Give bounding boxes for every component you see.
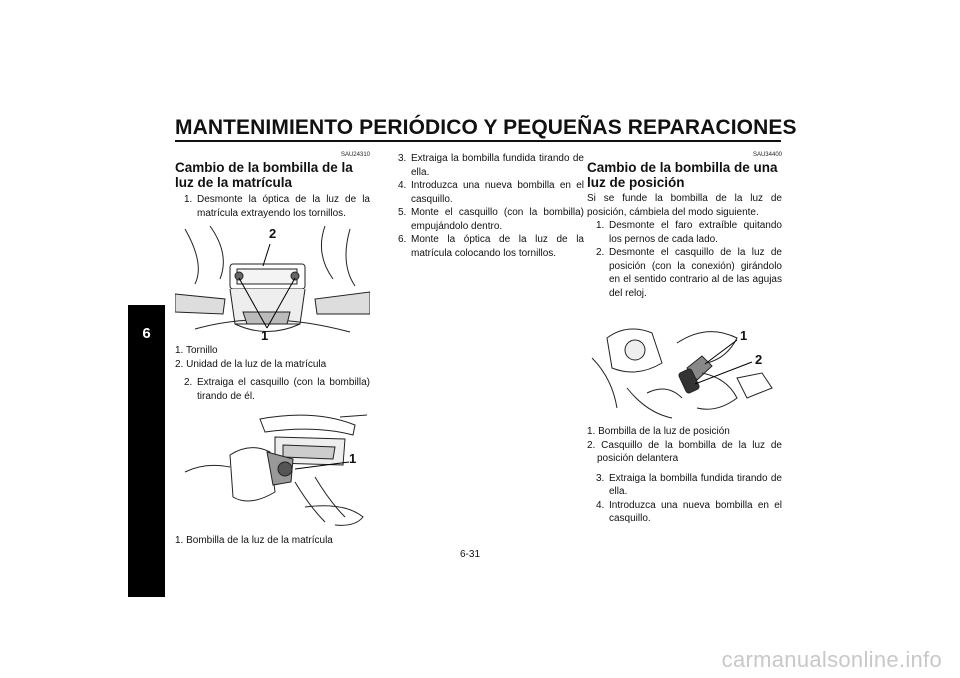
page-title: MANTENIMIENTO PERIÓDICO Y PEQUEÑAS REPARACIONES [175,116,797,139]
section-code: SAU24310 [340,152,370,158]
step-list [587,472,782,526]
caption-item: 2. Casquillo de la bombilla de la luz de posición delantera [587,439,782,464]
section-intro: Si se funde la bombilla de la luz de posición, cámbiela del modo siguiente. [587,193,782,218]
step-item: 1. Desmonte el faro extraíble quitando los pernos de cada lado. [596,220,782,245]
caption-item: 1. Bombilla de la luz de la matrícula [175,535,333,546]
figure-callout-1: 1 [349,451,357,466]
caption-item: 1. Tornillo [175,345,218,356]
figure-callout-1: 1 [261,328,269,343]
figure-position-light [587,318,782,423]
caption-item: 2. Unidad de la luz de la matrícula [175,358,327,370]
figure-caption [587,425,782,466]
step-item: 2. Extraiga el casquillo (con la bombilla) tirando de él. [184,377,370,402]
figure-license-light-unit-drawing [175,224,370,342]
figure-caption [175,534,370,548]
step-item: 3. Extraiga la bombilla fundida tirando de ella. [398,153,584,178]
header-rule [175,140,781,142]
step-item: 3. Extraiga la bombilla fundida tirando de ella. [596,472,782,497]
step-list [175,376,370,403]
step-list [587,219,782,300]
step-item: 5. Monte el casquillo (con la bombilla) empujándolo dentro. [398,207,584,232]
figure-license-bulb [175,407,370,532]
figure-callout-2: 2 [269,226,277,241]
figure-callout-1: 1 [740,328,748,343]
step-item: 1. Desmonte la óptica de la luz de la matrícula extrayendo los tornillos. [184,194,370,219]
figure-callout-2: 2 [755,352,763,367]
step-list [389,152,584,260]
caption-item: 1. Bombilla de la luz de posición [587,426,730,437]
right-column [587,152,782,526]
section-heading: Cambio de la bombilla de una luz de posición [587,160,778,190]
figure-license-bulb-drawing [175,407,370,532]
figure-caption [175,344,370,371]
chapter-tab: 6 [128,305,165,597]
section-heading: Cambio de la bombilla de la luz de la matrícula [175,160,353,190]
step-item: 6. Monte la óptica de la luz de la matrícula colocando los tornillos. [398,234,584,259]
step-list [175,193,370,220]
watermark: carmanualsonline.info [721,647,942,672]
step-item: 4. Introduzca una nueva bombilla en el casquillo. [398,180,584,205]
step-item: 4. Introduzca una nueva bombilla en el casquillo. [596,499,782,524]
figure-position-light-drawing [587,318,782,423]
step-item: 2. Desmonte el casquillo de la luz de posición (con la conexión) girándolo en el sentido contrario al de las agujas del reloj. [596,247,782,299]
middle-column [389,152,584,260]
left-column [175,152,370,548]
section-code: SAU34400 [752,152,782,158]
page-number: 6-31 [460,549,481,560]
figure-license-light-unit [175,224,370,342]
